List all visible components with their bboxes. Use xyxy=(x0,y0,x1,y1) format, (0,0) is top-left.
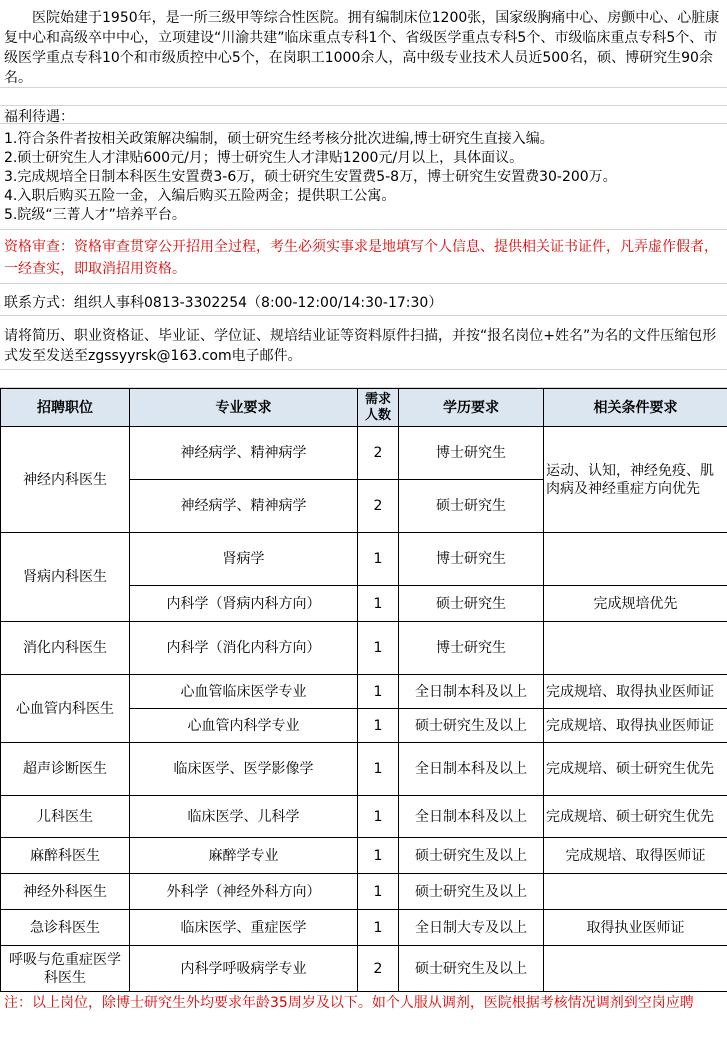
welfare-item: 1.符合条件者按相关政策解决编制，硕士研究生经考核分批次进编,博士研究生直接入编。 xyxy=(4,131,554,147)
major-cell: 神经病学、精神病学 xyxy=(130,427,358,480)
header-education: 学历要求 xyxy=(399,389,544,427)
education-cell: 硕士研究生及以上 xyxy=(399,709,544,743)
position-cell: 儿科医生 xyxy=(1,796,130,838)
education-cell: 硕士研究生及以上 xyxy=(399,946,544,992)
position-cell: 呼吸与危重症医学科医生 xyxy=(1,946,130,992)
education-cell: 博士研究生 xyxy=(399,533,544,586)
major-cell: 外科学（神经外科方向） xyxy=(130,874,358,910)
major-cell: 内科学呼吸病学专业 xyxy=(130,946,358,992)
header-major: 专业要求 xyxy=(130,389,358,427)
position-cell: 麻醉科医生 xyxy=(1,838,130,874)
conditions-cell: 完成规培、取得执业医师证 xyxy=(544,709,727,743)
recruitment-table xyxy=(0,388,727,992)
table-row xyxy=(1,910,727,946)
position-cell: 心血管内科医生 xyxy=(1,675,130,743)
education-cell: 博士研究生 xyxy=(399,427,544,480)
count-cell: 1 xyxy=(358,675,399,709)
footnote: 注：以上岗位，除博士研究生外均要求年龄35周岁及以下。如个人服从调剂，医院根据考核情况调剂到空岗应聘 xyxy=(4,995,694,1011)
conditions-cell xyxy=(544,946,727,992)
conditions-cell: 完成规培、取得医师证 xyxy=(544,838,727,874)
grid-row xyxy=(0,370,727,388)
education-cell: 全日制本科及以上 xyxy=(399,743,544,796)
table-row xyxy=(1,427,727,480)
conditions-cell: 取得执业医师证 xyxy=(544,910,727,946)
header-count: 需求人数 xyxy=(358,389,399,427)
welfare-item: 5.院级“三菁人才”培养平台。 xyxy=(4,207,186,223)
education-cell: 全日制大专及以上 xyxy=(399,910,544,946)
count-cell: 1 xyxy=(358,743,399,796)
table-row xyxy=(1,533,727,586)
major-cell: 临床医学、重症医学 xyxy=(130,910,358,946)
count-cell: 1 xyxy=(358,709,399,743)
welfare-item: 3.完成规培全日制本科医生安置费3-6万，硕士研究生安置费5-8万，博士研究生安置费30-200万。 xyxy=(4,169,617,185)
education-cell: 硕士研究生 xyxy=(399,586,544,622)
position-cell: 神经外科医生 xyxy=(1,874,130,910)
grid-row xyxy=(0,88,727,106)
conditions-cell: 运动、认知，神经免疫、肌肉病及神经重症方向优先 xyxy=(544,427,727,533)
table-row xyxy=(1,622,727,675)
conditions-cell xyxy=(544,874,727,910)
position-cell: 消化内科医生 xyxy=(1,622,130,675)
contact-line: 联系方式：组织人事科0813-3302254（8:00-12:00/14:30-17:30） xyxy=(0,292,727,316)
education-cell: 博士研究生 xyxy=(399,622,544,675)
count-cell: 2 xyxy=(358,480,399,533)
education-cell: 硕士研究生及以上 xyxy=(399,838,544,874)
submit-instructions: 请将简历、职业资格证、毕业证、学位证、规培结业证等资料原件扫描，并按“报名岗位+姓名”为名的文件压缩包形式发至发送至zgssyyrsk@163.com电子邮件。 xyxy=(0,326,727,370)
table-row xyxy=(1,675,727,709)
welfare-item: 4.入职后购买五险一金，入编后购买五险两金；提供职工公寓。 xyxy=(4,188,396,204)
intro-paragraph: 医院始建于1950年，是一所三级甲等综合性医院。拥有编制床位1200张，国家级胸痛中心、房颤中心、心脏康复中心和高级卒中中心，立项建设“川渝共建”临床重点专科1个、省级医学重点专科5个、市级临床重点专科5个、市级医学重点专科10个和市级质控中心5个，在岗职工1000余人，高中级专业技术人员近500名，硕、博研究生90余名。 xyxy=(0,8,727,88)
position-cell: 神经内科医生 xyxy=(1,427,130,533)
major-cell: 临床医学、儿科学 xyxy=(130,796,358,838)
welfare-item: 2.硕士研究生人才津贴600元/月；博士研究生人才津贴1200元/月以上，具体面议。 xyxy=(4,150,524,166)
header-conditions: 相关条件要求 xyxy=(544,389,727,427)
welfare-title: 福利待遇： xyxy=(4,109,74,125)
major-cell: 麻醉学专业 xyxy=(130,838,358,874)
table-header-row xyxy=(1,389,727,427)
major-cell: 内科学（肾病内科方向） xyxy=(130,586,358,622)
count-cell: 1 xyxy=(358,533,399,586)
table-row xyxy=(1,743,727,796)
count-cell: 1 xyxy=(358,586,399,622)
grid-row xyxy=(0,106,727,124)
major-cell: 神经病学、精神病学 xyxy=(130,480,358,533)
table-row xyxy=(1,796,727,838)
header-position: 招聘职位 xyxy=(1,389,130,427)
conditions-cell: 完成规培、取得执业医师证 xyxy=(544,675,727,709)
conditions-cell: 完成规培、硕士研究生优先 xyxy=(544,796,727,838)
major-cell: 心血管临床医学专业 xyxy=(130,675,358,709)
table-row xyxy=(1,946,727,992)
education-cell: 全日制本科及以上 xyxy=(399,796,544,838)
count-cell: 1 xyxy=(358,910,399,946)
education-cell: 全日制本科及以上 xyxy=(399,675,544,709)
position-cell: 超声诊断医生 xyxy=(1,743,130,796)
count-cell: 2 xyxy=(358,946,399,992)
count-cell: 1 xyxy=(358,796,399,838)
count-cell: 1 xyxy=(358,622,399,675)
review-paragraph: 资格审查：资格审查贯穿公开招用全过程，考生必须实事求是地填写个人信息、提供相关证书证件，凡弄虚作假者，一经查实，即取消招用资格。 xyxy=(0,236,727,284)
major-cell: 临床医学、医学影像学 xyxy=(130,743,358,796)
welfare-list xyxy=(0,130,727,230)
count-cell: 1 xyxy=(358,874,399,910)
count-cell: 1 xyxy=(358,838,399,874)
major-cell: 心血管内科学专业 xyxy=(130,709,358,743)
major-cell: 内科学（消化内科方向） xyxy=(130,622,358,675)
conditions-cell xyxy=(544,622,727,675)
conditions-cell xyxy=(544,533,727,586)
conditions-cell: 完成规培优先 xyxy=(544,586,727,622)
education-cell: 硕士研究生及以上 xyxy=(399,874,544,910)
education-cell: 硕士研究生 xyxy=(399,480,544,533)
table-row xyxy=(1,874,727,910)
count-cell: 2 xyxy=(358,427,399,480)
table-row xyxy=(1,838,727,874)
position-cell: 急诊科医生 xyxy=(1,910,130,946)
position-cell: 肾病内科医生 xyxy=(1,533,130,622)
major-cell: 肾病学 xyxy=(130,533,358,586)
conditions-cell: 完成规培、硕士研究生优先 xyxy=(544,743,727,796)
